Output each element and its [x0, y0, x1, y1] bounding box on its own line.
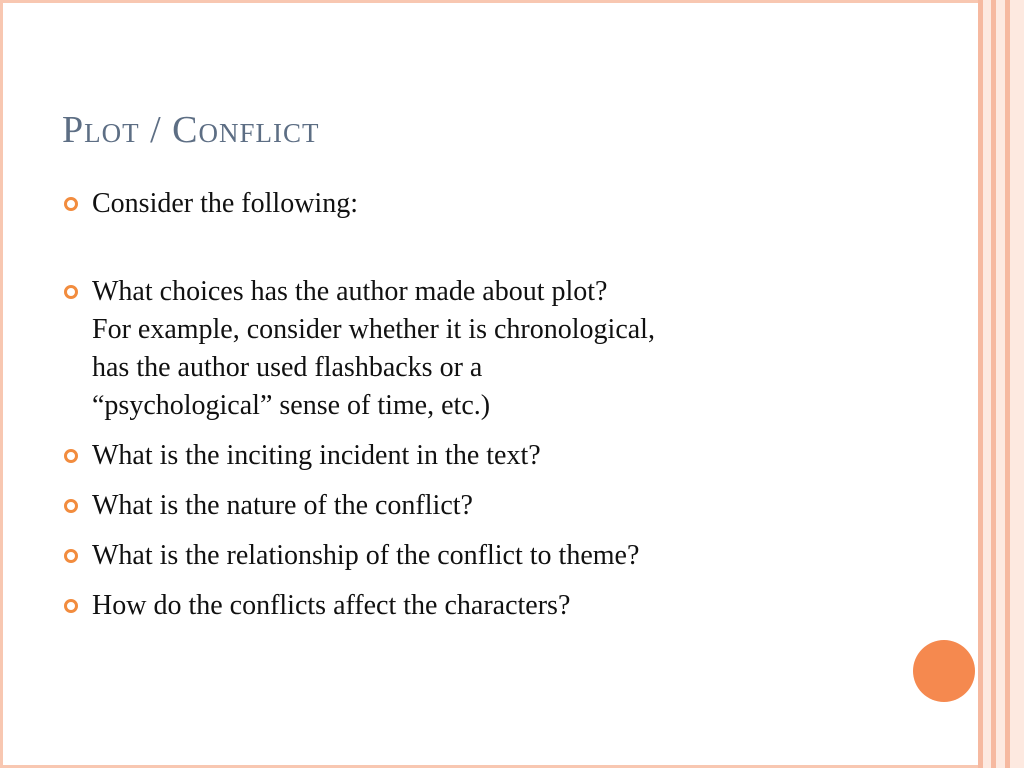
slide-frame-top	[0, 0, 1024, 3]
slide-title: Plot / Conflict	[62, 109, 320, 151]
circle-outline-bullet-icon	[64, 599, 78, 613]
bullet-text: What choices has the author made about plot? For example, consider whether it is chronological, has the author used flashbacks or a “psychological” sense of time, etc.)	[92, 276, 655, 421]
bullet-item	[62, 273, 942, 425]
bullet-item	[62, 537, 942, 575]
bullet-item	[62, 437, 942, 475]
circle-outline-bullet-icon	[64, 449, 78, 463]
bullet-item	[62, 185, 942, 223]
orange-circle-icon	[913, 640, 975, 702]
right-stripe-light-1	[983, 0, 991, 768]
circle-outline-bullet-icon	[64, 197, 78, 211]
slide-frame-left	[0, 0, 3, 768]
circle-outline-bullet-icon	[64, 549, 78, 563]
bullet-text: Consider the following:	[92, 188, 358, 219]
bullet-text: What is the nature of the conflict?	[92, 490, 473, 521]
bullet-list	[62, 185, 942, 637]
right-stripe-light-2	[996, 0, 1005, 768]
right-stripe-light-3	[1010, 0, 1024, 768]
bullet-text: How do the conflicts affect the characters?	[92, 590, 571, 621]
bullet-item	[62, 587, 942, 625]
circle-outline-bullet-icon	[64, 499, 78, 513]
circle-outline-bullet-icon	[64, 285, 78, 299]
bullet-item	[62, 487, 942, 525]
bullet-text: What is the relationship of the conflict to theme?	[92, 540, 640, 571]
bullet-text: What is the inciting incident in the text?	[92, 440, 541, 471]
